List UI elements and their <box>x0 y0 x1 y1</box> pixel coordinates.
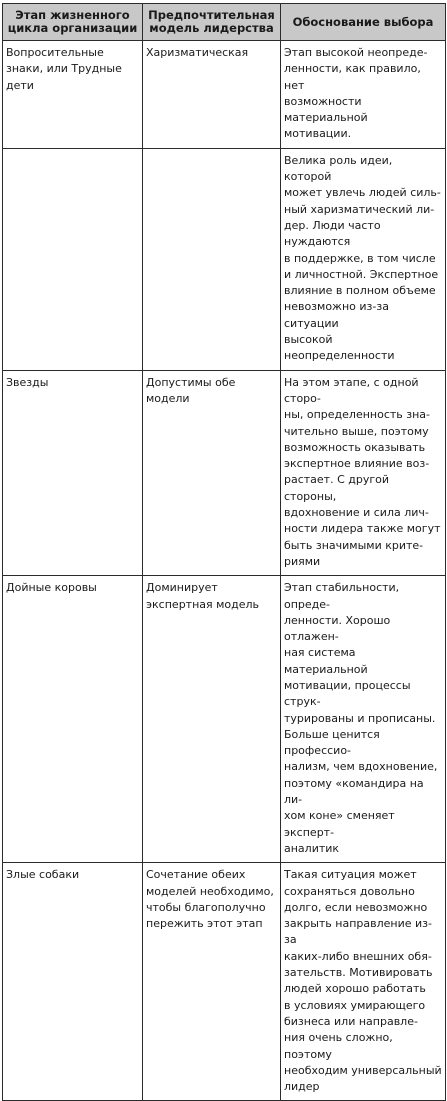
cell-reason: Такая ситуация может сохраняться довольно долго, если невозможно закрыть направление из-за каких-либо внешних обя- зательств. Мотивировать людей хорошо работать в условиях умирающего бизнеса или направле- ния очень сложно, поэтому необходим универсальный лидер <box>281 863 446 1101</box>
cell-model: Допустимы обе модели <box>143 370 281 576</box>
table-header <box>3 4 446 41</box>
table-row <box>3 576 446 863</box>
leadership-table <box>2 3 446 1101</box>
cell-stage: Злые собаки <box>3 863 143 1101</box>
header-stage: Этап жизненного цикла организации <box>3 4 143 41</box>
cell-reason: Этап высокой неопреде- ленности, как правило, нет возможности материальной мотивации. <box>281 41 446 149</box>
table-body <box>3 41 446 1101</box>
header-reason: Обоснование выбора <box>281 4 446 41</box>
cell-stage: Дойные коровы <box>3 576 143 863</box>
cell-model <box>143 148 281 370</box>
header-row <box>3 4 446 41</box>
cell-reason: Велика роль идеи, которой может увлечь людей силь- ный харизматический ли- дер. Люди часто нуждаются в поддержке, в том числе и личностной. Экспертное влияние в полном объеме невозможно из-за ситуации высокой неопределенности <box>281 148 446 370</box>
cell-stage: Звезды <box>3 370 143 576</box>
table-row <box>3 41 446 149</box>
table-row <box>3 863 446 1101</box>
table-row <box>3 370 446 576</box>
cell-reason: На этом этапе, с одной сторо- ны, определенность зна- чительно выше, поэтому возможность оказывать экспертное влияние воз- растает. С другой стороны, вдохновение и сила лич- ности лидера также могут быть значимыми крите- риями <box>281 370 446 576</box>
cell-model: Сочетание обеих моделей необходимо, чтобы благополучно пережить этот этап <box>143 863 281 1101</box>
header-model: Предпочтительная модель лидерства <box>143 4 281 41</box>
cell-stage <box>3 148 143 370</box>
table-row <box>3 148 446 370</box>
cell-reason: Этап стабильности, опреде- ленности. Хорошо отлажен- ная система материальной мотивации, процессы струк- турированы и прописаны. Больше ценится профессио- нализм, чем вдохновение, поэтому «командира на ли- хом коне» сменяет эксперт- аналитик <box>281 576 446 863</box>
cell-stage: Вопросительные знаки, или Трудные дети <box>3 41 143 149</box>
cell-model: Харизматическая <box>143 41 281 149</box>
cell-model: Доминирует экспертная модель <box>143 576 281 863</box>
